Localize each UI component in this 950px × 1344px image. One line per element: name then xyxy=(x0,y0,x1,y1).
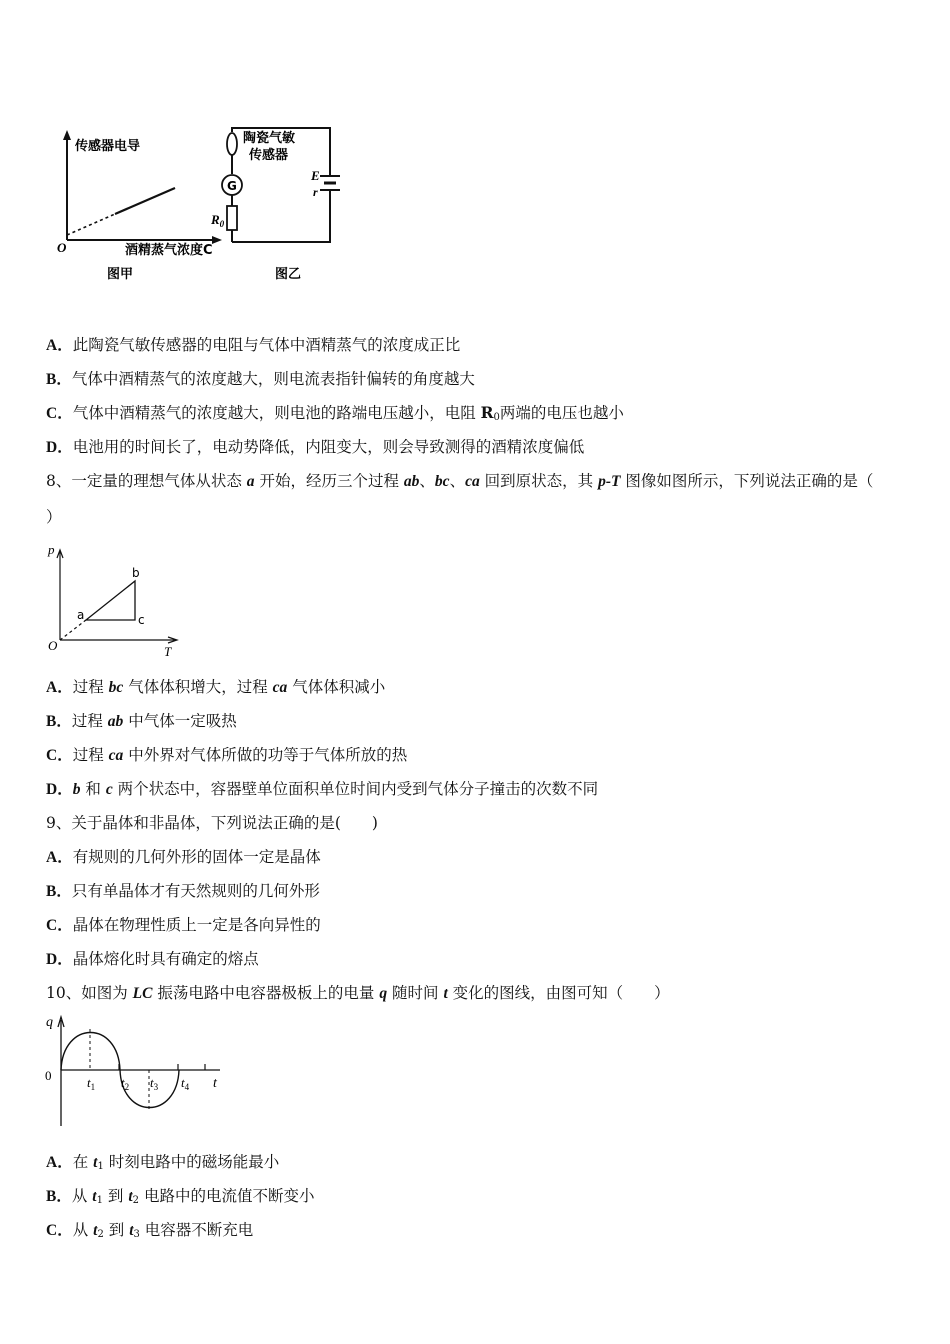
q9-option-d: D．晶体熔化时具有确定的熔点 xyxy=(46,950,259,968)
point-b-label: b xyxy=(132,566,140,580)
axis-p-label: p xyxy=(48,542,55,557)
ceramic-sensor-symbol xyxy=(227,133,237,155)
q10-option-a: A．在 $t_1$ 时刻电路中的磁场能最小 xyxy=(46,1153,280,1172)
axis-q-label: q xyxy=(46,1015,53,1030)
internal-r-label: r xyxy=(313,185,318,199)
abc-triangle xyxy=(86,581,135,620)
q10-stem: 10、如图为 LC 振荡电路中电容器极板上的电量 q 随时间 t 变化的图线，由图可知（ ） xyxy=(46,984,670,1002)
q8-option-c: C．过程 ca 中外界对气体所做的功等于气体所放的热 xyxy=(46,746,408,764)
q8-pt-figure xyxy=(44,538,184,660)
tick-t2-label: $t_2$ xyxy=(121,1075,130,1092)
q8-stem-close: ） xyxy=(46,508,62,526)
q7-figure xyxy=(55,118,345,288)
q10-qt-figure xyxy=(40,1012,240,1130)
jia-y-label: 传感器电导 xyxy=(75,139,141,154)
jia-origin: O xyxy=(57,240,67,255)
q7-option-c: C．气体中酒精蒸气的浓度越大，则电池的路端电压越小，电阻 $R_0$两端的电压也越小 xyxy=(46,403,624,423)
resistor-r0-symbol xyxy=(227,206,237,230)
q7-option-d: D．电池用的时间长了，电动势降低，内阻变大，则会导致测得的酒精浓度偏低 xyxy=(46,438,585,456)
origin-zero: 0 xyxy=(45,1068,52,1083)
q10-option-b: B．从 $t_1$ 到 $t_2$ 电路中的电流值不断变小 xyxy=(46,1187,315,1206)
q8-option-b: B．过程 ab 中气体一定吸热 xyxy=(46,712,237,730)
galvanometer-label: G xyxy=(227,179,237,193)
jia-caption: 图甲 xyxy=(107,267,134,282)
point-a-label: a xyxy=(77,608,85,622)
axis-T-label: T xyxy=(164,644,172,659)
graph-jia xyxy=(57,130,222,282)
emf-label: E xyxy=(311,168,320,183)
axis-t-label: t xyxy=(213,1076,217,1091)
q7-option-a: A．此陶瓷气敏传感器的电阻与气体中酒精蒸气的浓度成正比 xyxy=(46,336,461,354)
q9-stem: 9、关于晶体和非晶体，下列说法正确的是( ) xyxy=(46,814,378,832)
q9-option-a: A．有规则的几何外形的固体一定是晶体 xyxy=(46,848,321,866)
q9-option-c: C．晶体在物理性质上一定是各向异性的 xyxy=(46,916,321,934)
resistor-label: $R_0$ xyxy=(211,212,225,229)
q9-option-b: B．只有单晶体才有天然规则的几何外形 xyxy=(46,882,320,900)
q10-option-c: C．从 $t_2$ 到 $t_3$ 电容器不断充电 xyxy=(46,1221,254,1240)
tick-t1-label: $t_1$ xyxy=(87,1075,96,1092)
q7-option-b: B．气体中酒精蒸气的浓度越大，则电流表指针偏转的角度越大 xyxy=(46,370,475,388)
origin-label: O xyxy=(48,638,58,653)
q8-option-a: A．过程 bc 气体体积增大，过程 ca 气体体积减小 xyxy=(46,678,386,696)
q8-stem: 8、一定量的理想气体从状态 a 开始，经历三个过程 ab、bc、ca 回到原状态，其 p-T 图像如图所示，下列说法正确的是（ xyxy=(46,472,874,490)
sensor-label-line2: 传感器 xyxy=(249,148,289,163)
tick-t4-label: $t_4$ xyxy=(181,1075,190,1092)
tick-t3-label: $t_3$ xyxy=(150,1075,159,1092)
point-c-label: c xyxy=(138,613,145,627)
circuit-yi xyxy=(210,128,340,282)
sensor-label-line1: 陶瓷气敏 xyxy=(243,131,296,146)
yi-caption: 图乙 xyxy=(275,267,302,282)
jia-x-label: 酒精蒸气浓度C xyxy=(125,243,213,258)
q8-option-d: D．b 和 c 两个状态中，容器壁单位面积单位时间内受到气体分子撞击的次数不同 xyxy=(46,780,599,798)
